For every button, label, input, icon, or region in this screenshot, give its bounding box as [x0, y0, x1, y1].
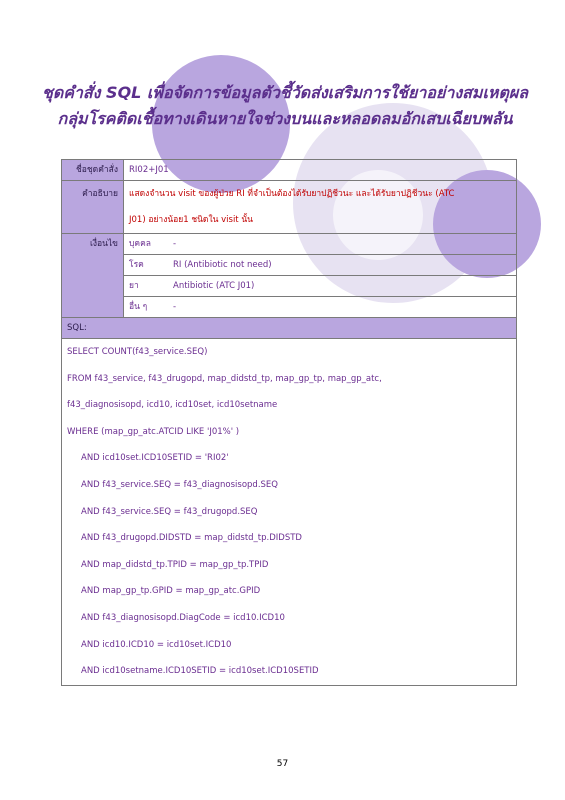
sql-line: WHERE (map_gp_atc.ATCID LIKE 'J01%' ) — [67, 426, 240, 437]
condition-value: RI (Antibiotic not need) — [173, 260, 272, 270]
set-name-label: ชื่อชุดคำสั่ง — [62, 160, 124, 181]
description-value — [124, 181, 517, 234]
page-number: 57 — [276, 759, 289, 769]
condition-key: บุคคล — [129, 239, 151, 249]
sql-line: AND f43_drugopd.DIDSTD = map_didstd_tp.DIDSTD — [81, 533, 302, 544]
condition-row-other — [124, 297, 517, 318]
condition-row-person — [124, 234, 517, 255]
condition-row-disease — [124, 255, 517, 276]
sql-line: AND icd10setname.ICD10SETID = icd10set.ICD10SETID — [81, 666, 319, 677]
sql-line: AND icd10set.ICD10SETID = 'RI02' — [81, 453, 229, 464]
conditions-label: เงื่อนไข — [62, 234, 124, 318]
condition-key: อื่น ๆ — [129, 302, 148, 312]
condition-key: ยา — [129, 281, 139, 291]
condition-value: - — [173, 239, 177, 249]
condition-value: - — [173, 302, 177, 312]
sql-line: AND f43_service.SEQ = f43_diagnosisopd.SEQ — [81, 479, 278, 490]
sql-line: AND f43_service.SEQ = f43_drugopd.SEQ — [81, 506, 258, 517]
sql-line: AND f43_diagnosisopd.DiagCode = icd10.ICD10 — [81, 612, 285, 623]
sql-line: FROM f43_service, f43_drugopd, map_didstd_tp, map_gp_tp, map_gp_atc, — [67, 373, 382, 384]
page-title-line2: กลุ่มโรคติดเชื้อทางเดินหายใจช่วงบนและหลอดลมอักเสบเฉียบพลัน — [57, 109, 513, 128]
condition-key: โรค — [129, 260, 144, 270]
description-label: คำอธิบาย — [62, 181, 124, 234]
sql-line: AND map_gp_tp.GPID = map_gp_atc.GPID — [81, 586, 261, 597]
sql-code-block — [62, 339, 517, 686]
sql-line: AND map_didstd_tp.TPID = map_gp_tp.TPID — [81, 559, 269, 570]
description-line1: แสดงจำนวน visit ของผู้ป่วย RI ที่จำเป็นต้องได้รับยาปฏิชีวนะ และได้รับยาปฏิชีวนะ (ATC — [129, 189, 455, 199]
sql-label: SQL: — [62, 318, 517, 339]
condition-row-drug — [124, 276, 517, 297]
page-title-line1: ชุดคำสั่ง SQL เพื่อจัดการข้อมูลตัวชี้วัดส่งเสริมการใช้ยาอย่างสมเหตุผล — [41, 83, 529, 102]
sql-line: f43_diagnosisopd, icd10, icd10set, icd10setname — [67, 400, 278, 411]
description-line2: J01) อย่างน้อย1 ชนิดใน visit นั้น — [129, 215, 253, 225]
set-name-value: RI02+J01 — [124, 160, 517, 181]
condition-value: Antibiotic (ATC J01) — [173, 281, 255, 291]
sql-line: SELECT COUNT(f43_service.SEQ) — [67, 347, 208, 357]
sql-line: AND icd10.ICD10 = icd10set.ICD10 — [81, 639, 232, 650]
sql-spec-table — [61, 159, 517, 686]
